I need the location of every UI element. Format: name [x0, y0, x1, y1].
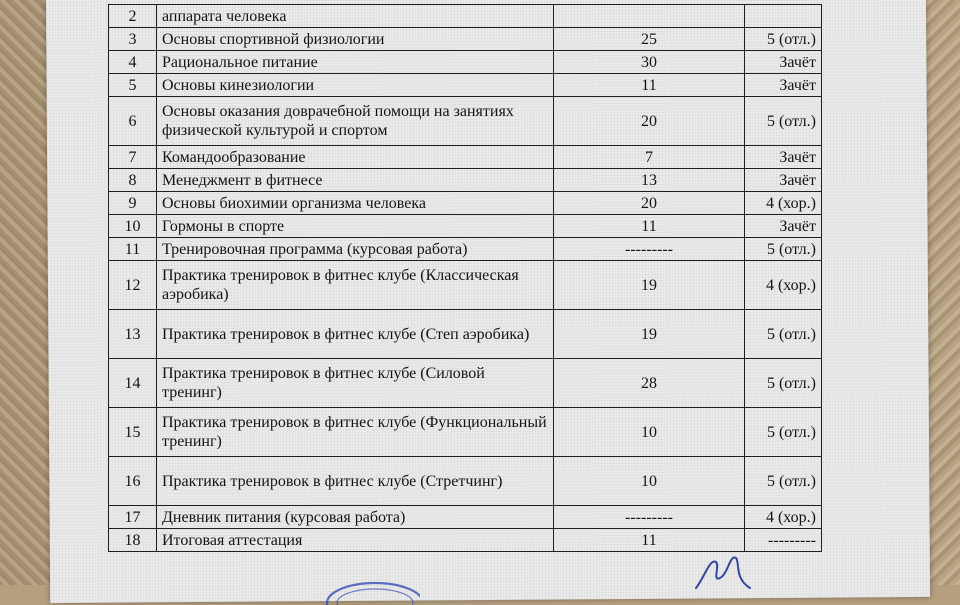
hours-cell: 20: [554, 97, 745, 146]
row-number: 17: [109, 506, 157, 529]
hours-cell: 20: [554, 192, 745, 215]
row-number: 6: [109, 97, 157, 146]
table-row: [109, 28, 822, 51]
subject-name: Практика тренировок в фитнес клубе (Силовой тренинг): [157, 359, 554, 408]
row-number: 7: [109, 146, 157, 169]
grade-cell: 5 (отл.): [745, 457, 822, 506]
hours-cell: 11: [554, 74, 745, 97]
row-number: 12: [109, 261, 157, 310]
row-number: 10: [109, 215, 157, 238]
row-number: 11: [109, 238, 157, 261]
grade-cell: ---------: [745, 529, 822, 552]
row-number: 16: [109, 457, 157, 506]
table-row: [109, 5, 822, 28]
row-number: 13: [109, 310, 157, 359]
grade-cell: 5 (отл.): [745, 359, 822, 408]
hours-cell: 19: [554, 310, 745, 359]
hours-cell: 10: [554, 457, 745, 506]
subject-name: Гормоны в спорте: [157, 215, 554, 238]
hours-cell: 19: [554, 261, 745, 310]
row-number: 2: [109, 5, 157, 28]
grade-cell: Зачёт: [745, 215, 822, 238]
subject-name: Основы оказания доврачебной помощи на занятиях физической культурой и спортом: [157, 97, 554, 146]
hours-cell: 25: [554, 28, 745, 51]
subject-name: Практика тренировок в фитнес клубе (Стретчинг): [157, 457, 554, 506]
row-number: 14: [109, 359, 157, 408]
grade-cell: 4 (хор.): [745, 506, 822, 529]
official-stamp: [320, 565, 420, 605]
subject-name: Итоговая аттестация: [157, 529, 554, 552]
grade-cell: [745, 5, 822, 28]
grade-cell: Зачёт: [745, 74, 822, 97]
table-row: [109, 506, 822, 529]
hours-cell: 10: [554, 408, 745, 457]
row-number: 4: [109, 51, 157, 74]
table-row: [109, 146, 822, 169]
subject-name: аппарата человека: [157, 5, 554, 28]
subject-name: Командообразование: [157, 146, 554, 169]
hours-cell: 28: [554, 359, 745, 408]
subject-name: Практика тренировок в фитнес клубе (Классическая аэробика): [157, 261, 554, 310]
row-number: 15: [109, 408, 157, 457]
grade-cell: 5 (отл.): [745, 97, 822, 146]
row-number: 5: [109, 74, 157, 97]
hours-cell: 13: [554, 169, 745, 192]
grade-cell: 5 (отл.): [745, 238, 822, 261]
row-number: 18: [109, 529, 157, 552]
grade-cell: Зачёт: [745, 51, 822, 74]
grade-cell: 4 (хор.): [745, 261, 822, 310]
table-row: [109, 310, 822, 359]
hours-cell: 30: [554, 51, 745, 74]
hours-cell: 11: [554, 529, 745, 552]
subject-name: Практика тренировок в фитнес клубе (Функциональный тренинг): [157, 408, 554, 457]
row-number: 3: [109, 28, 157, 51]
table-row: [109, 74, 822, 97]
subject-name: Тренировочная программа (курсовая работа): [157, 238, 554, 261]
row-number: 8: [109, 169, 157, 192]
subject-name: Рациональное питание: [157, 51, 554, 74]
hours-cell: [554, 5, 745, 28]
subject-name: Практика тренировок в фитнес клубе (Степ аэробика): [157, 310, 554, 359]
table-row: [109, 97, 822, 146]
subject-name: Дневник питания (курсовая работа): [157, 506, 554, 529]
table-row: [109, 359, 822, 408]
subject-name: Основы биохимии организма человека: [157, 192, 554, 215]
hours-cell: ---------: [554, 506, 745, 529]
grade-cell: 5 (отл.): [745, 310, 822, 359]
signature-mark: [690, 548, 760, 593]
row-number: 9: [109, 192, 157, 215]
grade-cell: 4 (хор.): [745, 192, 822, 215]
table-row: [109, 261, 822, 310]
table-row: [109, 169, 822, 192]
table-row: [109, 192, 822, 215]
table-row: [109, 408, 822, 457]
table-row: [109, 51, 822, 74]
subject-name: Основы спортивной физиологии: [157, 28, 554, 51]
grade-cell: 5 (отл.): [745, 28, 822, 51]
hours-cell: 7: [554, 146, 745, 169]
table-row: [109, 238, 822, 261]
hours-cell: ---------: [554, 238, 745, 261]
grade-cell: 5 (отл.): [745, 408, 822, 457]
grade-cell: Зачёт: [745, 169, 822, 192]
subject-name: Основы кинезиологии: [157, 74, 554, 97]
table-row: [109, 215, 822, 238]
table-row: [109, 457, 822, 506]
subject-name: Менеджмент в фитнесе: [157, 169, 554, 192]
grade-cell: Зачёт: [745, 146, 822, 169]
hours-cell: 11: [554, 215, 745, 238]
grades-table: [108, 4, 822, 552]
